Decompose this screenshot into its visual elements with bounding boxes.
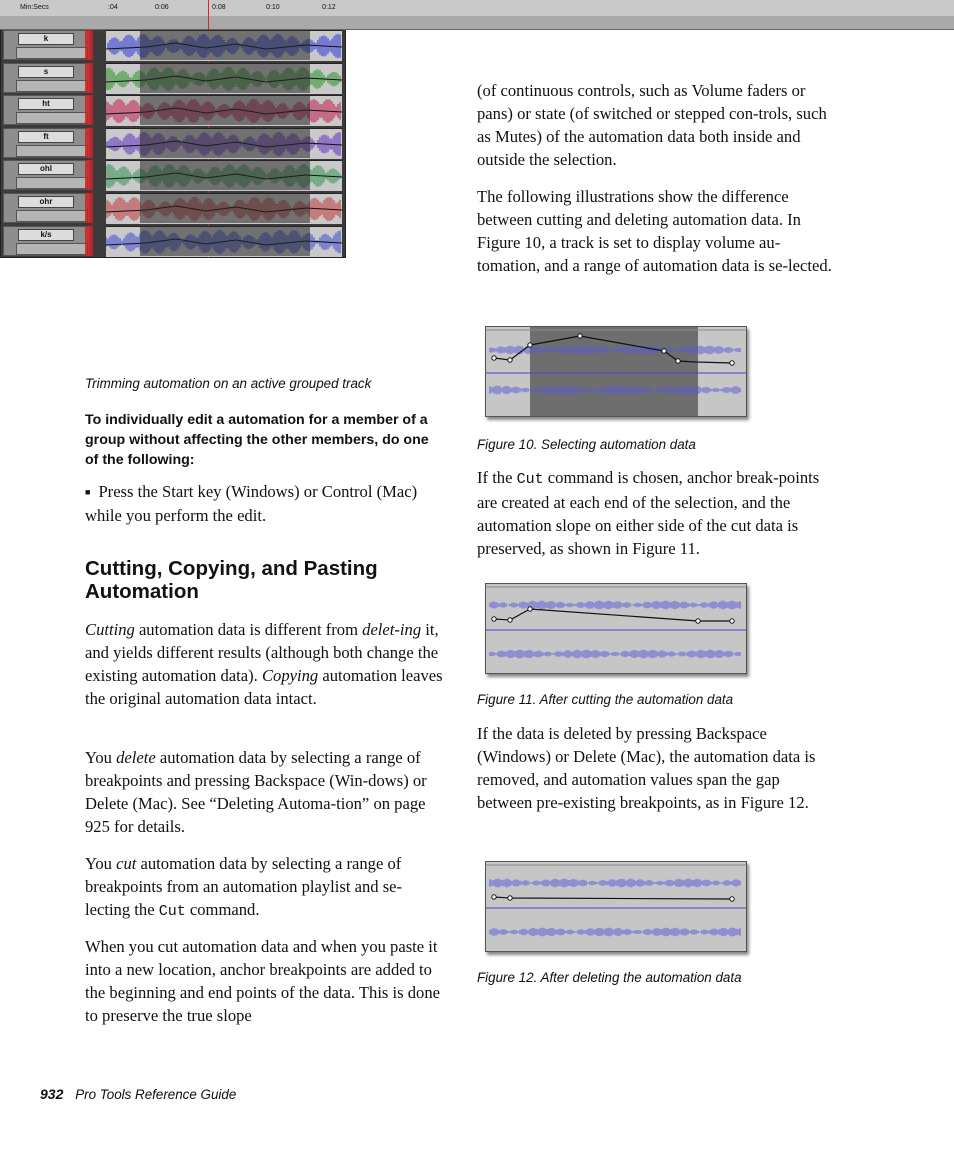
track-color-bar xyxy=(85,30,93,60)
track-controls xyxy=(3,193,91,223)
text: If the xyxy=(477,468,517,487)
track-buttons[interactable] xyxy=(16,243,88,255)
track-row xyxy=(0,62,346,95)
timeline-ruler xyxy=(0,0,346,17)
track-color-bar xyxy=(85,193,93,223)
figure-11-after-cut xyxy=(485,583,747,674)
paragraph-paste: When you cut automation data and when you paste it into a new location, anchor breakpoints are added to the beginning and end points of the data. This is done to preserve the true slope xyxy=(85,937,441,1025)
emphasis: Cutting xyxy=(85,620,135,639)
emphasis: cut xyxy=(116,854,137,873)
selection-overlay xyxy=(140,30,310,60)
emphasis: Copying xyxy=(261,666,319,685)
track-buttons[interactable] xyxy=(16,80,88,92)
track-buttons[interactable] xyxy=(16,145,88,157)
figure-trim-caption: Trimming automation on an active grouped track xyxy=(85,376,372,391)
track-controls xyxy=(3,226,91,256)
figure-11-caption: Figure 11. After cutting the automation data xyxy=(477,692,734,707)
section-heading-line: Automation xyxy=(85,580,199,603)
paragraph-cut xyxy=(85,852,447,923)
track-row xyxy=(0,29,346,62)
page-number: 932 xyxy=(40,1086,64,1102)
track-row xyxy=(0,127,346,160)
figure-10-selecting xyxy=(485,326,747,417)
track-name[interactable]: ohl xyxy=(18,163,74,175)
track-controls xyxy=(3,95,91,125)
track-buttons[interactable] xyxy=(16,47,88,59)
page-footer xyxy=(40,1086,236,1102)
track-color-bar xyxy=(85,95,93,125)
ruler-tick: 0:08 xyxy=(212,4,226,11)
section-heading-line: Cutting, Copying, and Pasting xyxy=(85,557,378,580)
track-name[interactable]: k xyxy=(18,33,74,45)
track-buttons[interactable] xyxy=(16,177,88,189)
figure-12-caption: Figure 12. After deleting the automation data xyxy=(477,970,742,985)
selection-overlay xyxy=(140,160,310,190)
paragraph-cutting xyxy=(85,618,447,710)
procedure-heading: To individually edit a automation for a member of a group without affecting the other members, do one of the following: xyxy=(85,412,429,468)
selection-overlay xyxy=(140,226,310,256)
track-name[interactable]: ht xyxy=(18,98,74,110)
automation-graphic xyxy=(486,327,746,416)
track-row xyxy=(0,94,346,127)
paragraph-continuous: (of continuous controls, such as Volume faders or pans) or state (of switched or stepped con-trols, such as Mutes) of the automation data both inside and outside the selection. xyxy=(477,81,827,169)
track-name[interactable]: s xyxy=(18,66,74,78)
ruler-tick: 0:12 xyxy=(322,4,336,11)
command-name: Cut xyxy=(158,903,186,920)
track-color-bar xyxy=(85,128,93,158)
track-name[interactable]: k/s xyxy=(18,229,74,241)
track-controls xyxy=(3,128,91,158)
text: automation data by selecting a range of breakpoints and pressing Backspace (Win-dows) or Delete (Mac). See “Deleting Automa-tion” on page 925 for details. xyxy=(85,748,427,836)
track-controls xyxy=(3,30,91,60)
ruler-tick: 0:10 xyxy=(266,4,280,11)
figure-10-caption: Figure 10. Selecting automation data xyxy=(477,437,696,452)
text: automation data is different from xyxy=(134,620,363,639)
track-row xyxy=(0,159,346,192)
ruler-tick: :04 xyxy=(108,4,118,11)
section-heading xyxy=(85,557,455,603)
track-color-bar xyxy=(85,226,93,256)
text: command. xyxy=(185,900,260,919)
track-color-bar xyxy=(85,160,93,190)
command-name: Cut xyxy=(516,471,544,488)
track-header-bar xyxy=(0,16,346,30)
emphasis: delete xyxy=(116,748,156,767)
text: automation leaves the original automation data intact. xyxy=(85,666,443,708)
automation-graphic xyxy=(486,584,746,673)
figure-12-after-delete xyxy=(485,861,747,952)
automation-graphic xyxy=(486,862,746,951)
figure-trim-grouped-track xyxy=(0,0,346,258)
paragraph-illustrations: The following illustrations show the difference between cutting and deleting automation data. In Figure 10, a track is set to display volume au-tomation, and a range of automation data is se-lected. xyxy=(477,187,832,275)
text: You xyxy=(85,748,117,767)
emphasis: delet-ing xyxy=(362,620,422,639)
track-row xyxy=(0,192,346,225)
track-name[interactable]: ft xyxy=(18,131,74,143)
track-row xyxy=(0,225,346,258)
track-name[interactable]: ohr xyxy=(18,196,74,208)
paragraph-cut-command xyxy=(477,466,837,560)
track-controls xyxy=(3,160,91,190)
selection-overlay xyxy=(140,63,310,93)
selection-overlay xyxy=(140,193,310,223)
bullet-text: Press the Start key (Windows) or Control (Mac) while you perform the edit. xyxy=(85,482,418,525)
text: command is chosen, anchor break-points are created at each end of the selection, and the automation slope on either side of the cut data is preserved, as shown in Figure 11. xyxy=(477,468,820,558)
ruler-label: Min:Secs xyxy=(20,4,49,11)
guide-title: Pro Tools Reference Guide xyxy=(75,1087,237,1102)
track-controls xyxy=(3,63,91,93)
bullet-icon: ■ xyxy=(85,487,91,497)
text: automation data by selecting a range of breakpoints from an automation playlist and se-lecting the xyxy=(85,854,403,919)
text: it, and yields different results (although both change the existing automation data). xyxy=(85,620,439,685)
track-color-bar xyxy=(85,63,93,93)
selection-overlay xyxy=(140,95,310,125)
paragraph-delete xyxy=(85,746,447,838)
selection-overlay xyxy=(140,128,310,158)
track-buttons[interactable] xyxy=(16,112,88,124)
track-buttons[interactable] xyxy=(16,210,88,222)
bullet-item xyxy=(85,480,445,527)
text: You xyxy=(85,854,117,873)
ruler-tick: 0:06 xyxy=(155,4,169,11)
paragraph-delete-result: If the data is deleted by pressing Backspace (Windows) or Delete (Mac), the automation data is removed, and automation values span the gap between pre-existing breakpoints, as in Figure 12. xyxy=(477,724,816,812)
